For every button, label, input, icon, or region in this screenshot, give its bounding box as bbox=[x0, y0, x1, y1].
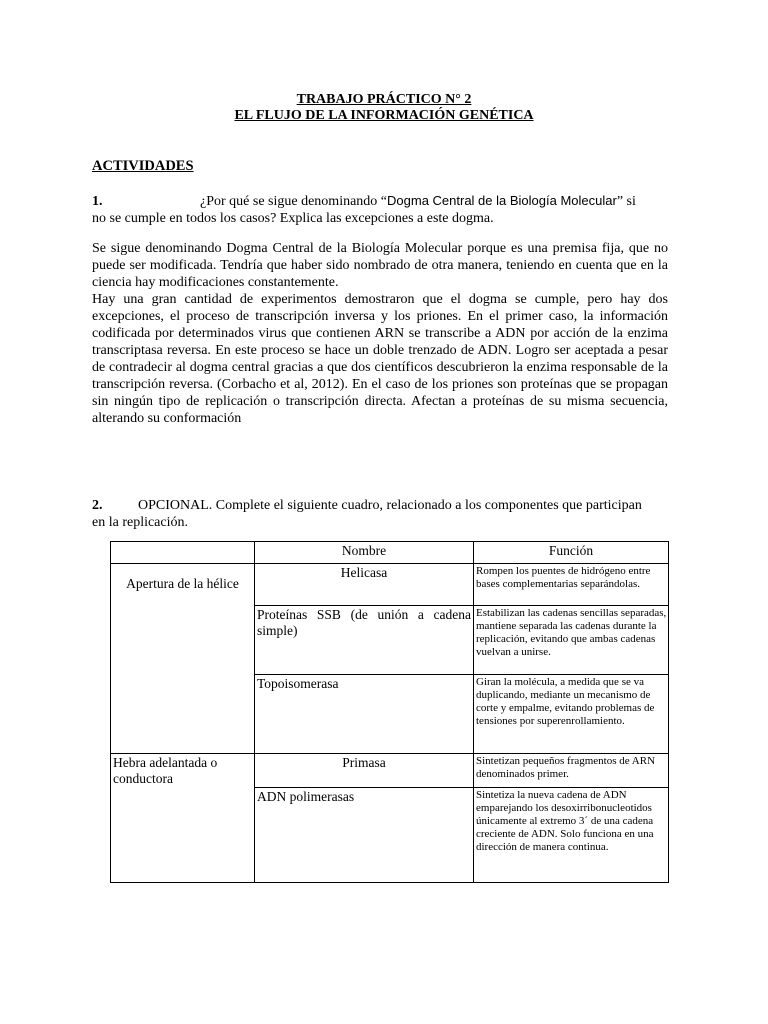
table-cell-nombre: Topoisomerasa bbox=[255, 675, 474, 754]
group-label-apertura: Apertura de la hélice bbox=[111, 564, 255, 754]
table-cell-funcion: Rompen los puentes de hidrógeno entre bases complementarias separándolas. bbox=[474, 564, 669, 606]
table-cell-funcion: Giran la molécula, a medida que se va duplicando, mediante un mecanismo de corte y empalme, evitando problemas de tensiones por superenrollamiento. bbox=[474, 675, 669, 754]
question-1 bbox=[92, 192, 638, 227]
answer-1-paragraph-1: Se sigue denominando Dogma Central de la Biología Molecular porque es una premisa fija, que no puede ser modificada. Tendría que haber sido nombrado de otra manera, teniendo en cuenta que en la ciencia hay modificaciones constantemente. bbox=[92, 241, 668, 290]
table-cell-funcion: Estabilizan las cadenas sencillas separadas, mantiene separada las cadenas durante la replicación, evitando que ambas cadenas vuelvan a unirse. bbox=[474, 606, 669, 675]
table-header-funcion: Función bbox=[474, 542, 669, 564]
question-2-number: 2. bbox=[92, 498, 103, 513]
table-row bbox=[111, 564, 669, 606]
question-1-text-before: ¿Por qué se sigue denominando “ bbox=[200, 194, 388, 209]
table-cell-nombre: Proteínas SSB (de unión a cadena simple) bbox=[255, 606, 474, 675]
question-2-text: OPCIONAL. Complete el siguiente cuadro, relacionado a los componentes que participan en la replicación. bbox=[92, 498, 642, 530]
table-row bbox=[111, 754, 669, 788]
table-cell-nombre: Primasa bbox=[255, 754, 474, 788]
table-cell-nombre: ADN polimerasas bbox=[255, 788, 474, 883]
question-1-text-after: ” si no se cumple en todos los casos? Explica las excepciones a este dogma. bbox=[92, 194, 636, 226]
group-label-hebra: Hebra adelantada o conductora bbox=[111, 754, 255, 883]
section-heading: ACTIVIDADES bbox=[92, 158, 194, 174]
question-2 bbox=[92, 497, 652, 531]
table-header-nombre: Nombre bbox=[255, 542, 474, 564]
table-header-cell-empty bbox=[111, 542, 255, 564]
title-line-2: EL FLUJO DE LA INFORMACIÓN GENÉTICA bbox=[234, 108, 534, 123]
table-header-row bbox=[111, 542, 669, 564]
answer-1-paragraph-2: Hay una gran cantidad de experimentos demostraron que el dogma se cumple, pero hay dos excepciones, el proceso de transcripción inversa y los priones. En el primer caso, la información codificada por determinados virus que contienen ARN se transcribe a ADN por acción de la enzima transcriptasa reversa. En este proceso se hace un doble trenzado de ADN. Logro ser aceptada a pesar de contradecir al dogma central gracias a que dos científicos descubrieron la enzima responsable de la transcripción reversa. (Corbacho et al, 2012). En el caso de los priones son proteínas que se propagan sin ningún tipo de replicación o transcripción directa. Afectan a proteínas de su misma secuencia, alterando su conformación bbox=[92, 292, 668, 426]
table-cell-nombre: Helicasa bbox=[255, 564, 474, 606]
replication-components-table bbox=[110, 541, 669, 883]
title-line-1: TRABAJO PRÁCTICO N° 2 bbox=[296, 92, 472, 107]
table-cell-funcion: Sintetizan pequeños fragmentos de ARN denominados primer. bbox=[474, 754, 669, 788]
question-1-number: 1. bbox=[92, 194, 103, 209]
question-1-text-bold: Dogma Central de la Biología Molecular bbox=[387, 193, 617, 208]
table-cell-funcion: Sintetiza la nueva cadena de ADN emparejando los desoxirribonucleotidos únicamente al extremo 3´ de una cadena creciente de ADN. Solo funciona en una dirección de manera continua. bbox=[474, 788, 669, 883]
